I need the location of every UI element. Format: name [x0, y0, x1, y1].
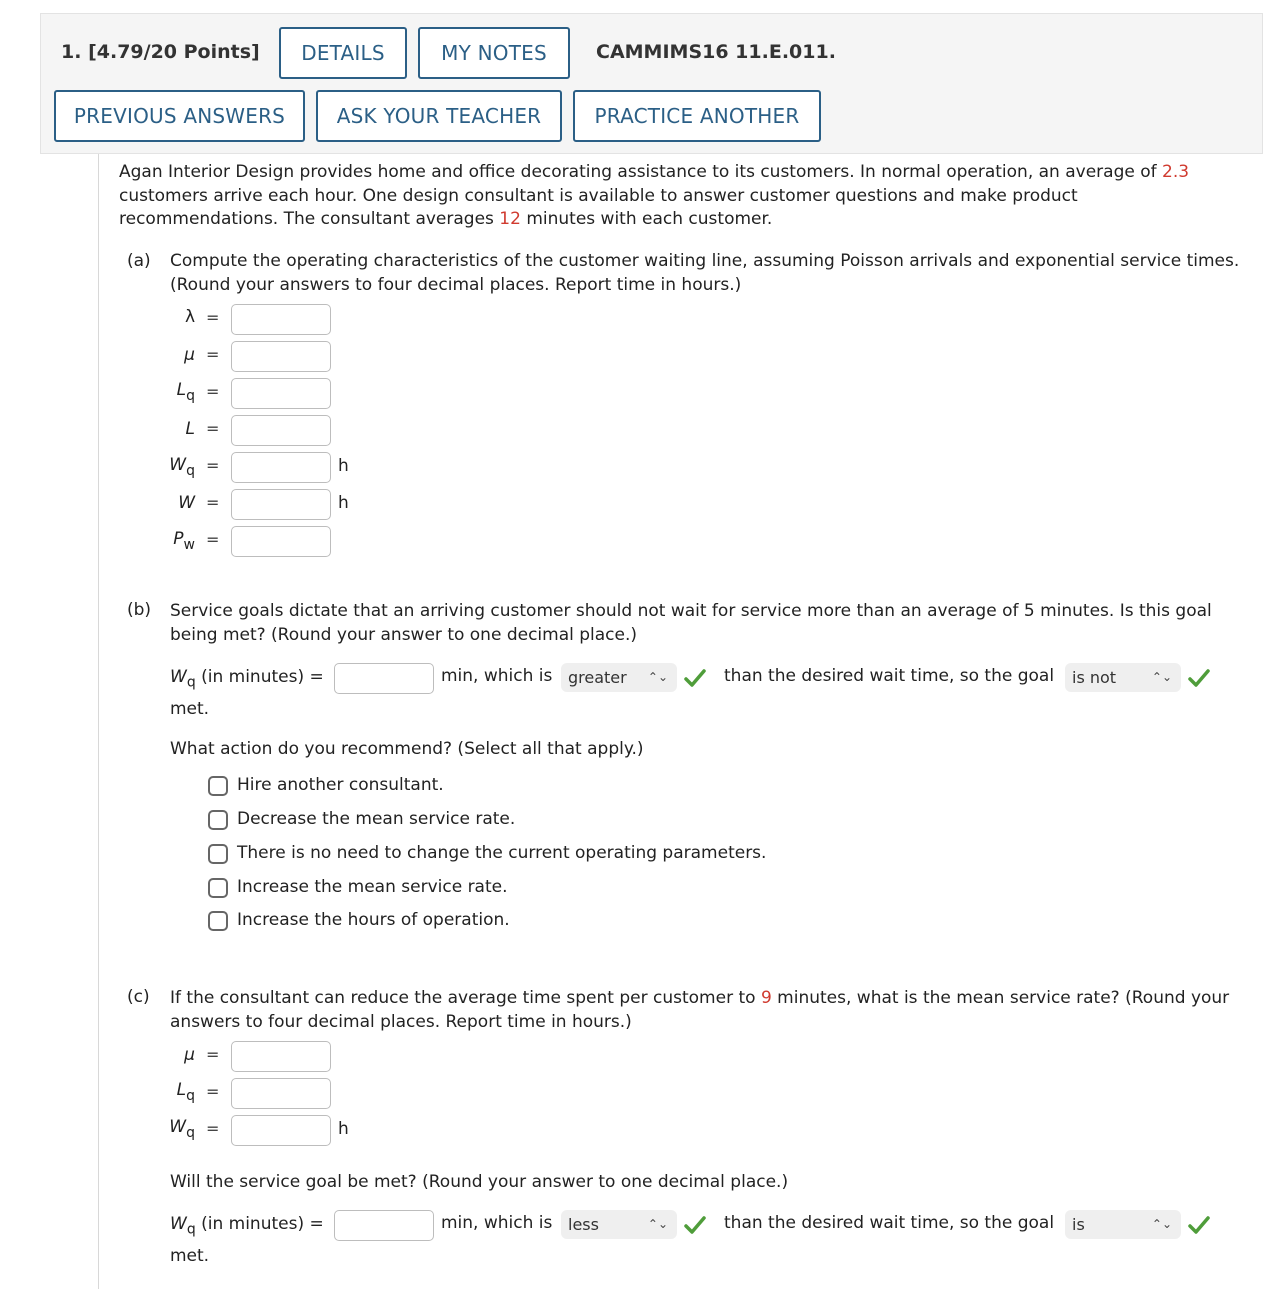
mu-label: μ — [184, 345, 195, 365]
option-label: Increase the mean service rate. — [237, 877, 508, 897]
equals-sign: = — [206, 530, 220, 549]
lq-c-input[interactable] — [231, 1078, 331, 1109]
part-c-prompt-line2: answers to four decimal places. Report time in hours.) — [170, 1012, 632, 1032]
part-c-prompt-post: minutes, what is the mean service rate? (Round your — [771, 988, 1230, 1008]
chevron-updown-icon: ⌃⌄ — [1151, 670, 1172, 684]
met-text: met. — [170, 1246, 210, 1266]
goal-selected: is not — [1072, 668, 1117, 687]
chevron-updown-icon: ⌃⌄ — [647, 670, 668, 684]
comparison-selected: less — [568, 1215, 599, 1234]
lambda-label: λ — [184, 307, 195, 327]
correct-check-icon — [1188, 1214, 1210, 1236]
lq-label — [165, 380, 195, 404]
equals-sign: = — [206, 1045, 220, 1064]
part-c-prompt-pre: If the consultant can reduce the average time spent per customer to — [170, 988, 761, 1008]
part-b-label: (b) — [127, 600, 152, 620]
option-label: Decrease the mean service rate. — [237, 809, 516, 829]
wq-c-input[interactable] — [231, 1115, 331, 1146]
wq-var: W — [170, 667, 187, 687]
equals-sign: = — [206, 419, 220, 438]
reduced-minutes-value: 9 — [760, 988, 772, 1008]
previous-answers-button[interactable]: PREVIOUS ANSWERS — [54, 90, 305, 142]
w-label: W — [178, 493, 195, 513]
practice-another-button[interactable]: PRACTICE ANOTHER — [573, 90, 821, 142]
hours-unit: h — [338, 493, 349, 513]
wq-suffix: (in minutes) = — [201, 667, 324, 687]
intro-text-3: minutes with each customer. — [520, 209, 773, 229]
wq-minutes-label — [170, 1212, 324, 1241]
recommend-prompt: What action do you recommend? (Select all that apply.) — [170, 739, 644, 759]
goal-select[interactable] — [1065, 663, 1181, 692]
mu-label: μ — [184, 1045, 195, 1065]
lq-sub: q — [186, 388, 195, 404]
wq-minutes-input[interactable] — [334, 663, 434, 694]
intro-text-2: customers arrive each hour. One design consultant is available to answer customer questions and make product recommendations. The consultant averages — [119, 185, 1078, 229]
part-c-prompt-line1 — [170, 986, 1229, 1010]
option-label: Hire another consultant. — [237, 775, 444, 795]
part-c-label: (c) — [127, 987, 150, 1007]
option-label: Increase the hours of operation. — [237, 910, 510, 930]
correct-check-icon — [684, 667, 706, 689]
part-b-prompt-line2: being met? (Round your answer to one decimal place.) — [170, 625, 638, 645]
content-left-border — [98, 154, 99, 1289]
pw-input[interactable] — [231, 526, 331, 557]
part-b-prompt-line1: Service goals dictate that an arriving customer should not wait for service more than an average of 5 minutes. Is this goal — [170, 601, 1212, 621]
my-notes-button[interactable]: MY NOTES — [418, 27, 570, 79]
problem-intro — [119, 161, 1239, 232]
comparison-select[interactable] — [561, 663, 677, 692]
met-text: met. — [170, 699, 210, 719]
lambda-input[interactable] — [231, 304, 331, 335]
problem-code: CAMMIMS16 11.E.011. — [596, 41, 836, 63]
pw-label — [165, 529, 195, 553]
wq-label — [165, 455, 195, 479]
comparison-c-select[interactable] — [561, 1210, 677, 1239]
goal-selected: is — [1072, 1215, 1085, 1234]
part-a-prompt-line1: Compute the operating characteristics of the customer waiting line, assuming Poisson arrivals and exponential service times. — [170, 251, 1240, 271]
pw-sub: w — [183, 537, 195, 553]
option-checkbox[interactable] — [208, 911, 228, 931]
lq-label — [165, 1080, 195, 1104]
chevron-updown-icon: ⌃⌄ — [647, 1217, 668, 1231]
wq-main: W — [169, 455, 187, 475]
wq-suffix: (in minutes) = — [201, 1214, 324, 1234]
option-checkbox[interactable] — [208, 776, 228, 796]
lq-main: L — [176, 1080, 187, 1100]
arrival-rate-value: 2.3 — [1162, 162, 1190, 182]
equals-sign: = — [206, 382, 220, 401]
hours-unit: h — [338, 456, 349, 476]
service-goal-prompt: Will the service goal be met? (Round your answer to one decimal place.) — [170, 1172, 789, 1192]
l-input[interactable] — [231, 415, 331, 446]
option-checkbox[interactable] — [208, 844, 228, 864]
option-checkbox[interactable] — [208, 878, 228, 898]
pw-main: P — [173, 529, 184, 549]
lq-main: L — [176, 380, 187, 400]
points-label: [4.79/20 Points] — [88, 41, 260, 63]
equals-sign: = — [206, 456, 220, 475]
question-points — [61, 41, 260, 63]
wq-sub: q — [186, 1221, 196, 1238]
part-a-prompt-line2: (Round your answers to four decimal places. Report time in hours.) — [170, 275, 742, 295]
wq-main: W — [169, 1117, 187, 1137]
option-checkbox[interactable] — [208, 810, 228, 830]
service-minutes-value: 12 — [499, 209, 521, 229]
correct-check-icon — [1188, 667, 1210, 689]
chevron-updown-icon: ⌃⌄ — [1151, 1217, 1172, 1231]
equals-sign: = — [206, 1119, 220, 1138]
lq-sub: q — [186, 1088, 195, 1104]
equals-sign: = — [206, 345, 220, 364]
mu-input[interactable] — [231, 341, 331, 372]
mu-c-input[interactable] — [231, 1041, 331, 1072]
wq-sub: q — [186, 674, 196, 691]
equals-sign: = — [206, 493, 220, 512]
l-label: L — [185, 419, 195, 439]
equals-sign: = — [206, 1082, 220, 1101]
part-a-label: (a) — [127, 251, 151, 271]
comparison-selected: greater — [568, 668, 627, 687]
wq-minutes-label — [170, 665, 324, 694]
wq-var: W — [170, 1214, 187, 1234]
question-number: 1. — [61, 41, 82, 63]
option-label: There is no need to change the current operating parameters. — [237, 843, 767, 863]
wq-minutes-c-input[interactable] — [334, 1210, 434, 1241]
lq-input[interactable] — [231, 378, 331, 409]
wq-sub: q — [186, 1125, 195, 1141]
wq-label — [165, 1117, 195, 1141]
min-which-is-text: min, which is — [441, 1213, 553, 1233]
wq-sub: q — [186, 463, 195, 479]
than-desired-text: than the desired wait time, so the goal — [724, 666, 1055, 686]
details-button[interactable]: DETAILS — [279, 27, 407, 79]
correct-check-icon — [684, 1214, 706, 1236]
ask-your-teacher-button[interactable]: ASK YOUR TEACHER — [316, 90, 562, 142]
wq-input[interactable] — [231, 452, 331, 483]
equals-sign: = — [206, 308, 220, 327]
goal-c-select[interactable] — [1065, 1210, 1181, 1239]
question-header — [40, 13, 1263, 154]
hours-unit: h — [338, 1119, 349, 1139]
than-desired-text: than the desired wait time, so the goal — [724, 1213, 1055, 1233]
w-input[interactable] — [231, 489, 331, 520]
intro-text-1: Agan Interior Design provides home and office decorating assistance to its customers. In normal operation, an average of — [119, 162, 1163, 182]
min-which-is-text: min, which is — [441, 666, 553, 686]
